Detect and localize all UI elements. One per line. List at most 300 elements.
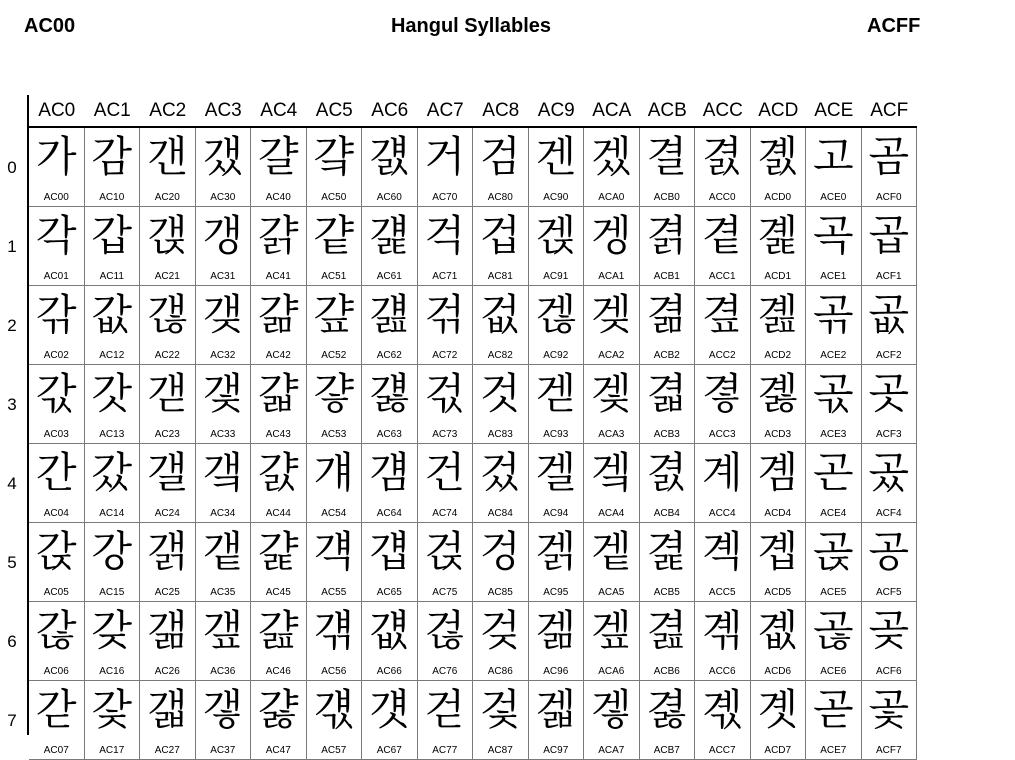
glyph-code-label: ACE0 bbox=[820, 192, 847, 203]
glyph-code-label: AC23 bbox=[154, 429, 180, 440]
glyph-code-label: AC36 bbox=[210, 666, 236, 677]
glyph-cell bbox=[251, 681, 307, 760]
glyph-code-label: AC95 bbox=[543, 587, 569, 598]
glyph-cell bbox=[695, 365, 751, 444]
glyph-cell bbox=[862, 207, 918, 286]
glyph-cell bbox=[640, 286, 696, 365]
column-header-row bbox=[29, 95, 917, 128]
glyph-code-label: AC07 bbox=[43, 745, 69, 756]
glyph-character: 걶 bbox=[424, 606, 466, 655]
glyph-code-label: AC74 bbox=[432, 508, 458, 519]
glyph-code-label: ACC6 bbox=[708, 666, 736, 677]
glyph-character: 걤 bbox=[368, 448, 410, 497]
row-label: 5 bbox=[7, 553, 17, 572]
glyph-character: 것 bbox=[479, 369, 521, 418]
glyph-code-label: ACC5 bbox=[708, 587, 736, 598]
glyph-character: 겱 bbox=[646, 211, 688, 260]
glyph-character: 걷 bbox=[424, 685, 466, 734]
glyph-character: 걄 bbox=[257, 448, 299, 497]
glyph-character: 겓 bbox=[535, 369, 577, 418]
glyph-cell bbox=[362, 444, 418, 523]
glyph-character: 걣 bbox=[368, 369, 410, 418]
glyph-cell bbox=[196, 365, 252, 444]
glyph-character: 겗 bbox=[535, 685, 577, 734]
glyph-cell bbox=[29, 128, 85, 207]
glyph-code-label: ACC4 bbox=[708, 508, 736, 519]
glyph-code-label: AC92 bbox=[543, 350, 569, 361]
glyph-cell bbox=[307, 523, 363, 602]
glyph-character: 곅 bbox=[701, 527, 743, 576]
glyph-cell bbox=[85, 128, 141, 207]
glyph-character: 곗 bbox=[757, 685, 799, 734]
glyph-row bbox=[29, 602, 917, 681]
glyph-character: 갵 bbox=[202, 527, 244, 576]
glyph-character: 건 bbox=[424, 448, 466, 497]
glyph-character: 겇 bbox=[479, 685, 521, 734]
glyph-character: 겡 bbox=[590, 211, 632, 260]
glyph-code-label: AC42 bbox=[265, 350, 291, 361]
glyph-character: 곷 bbox=[868, 685, 910, 734]
glyph-cell bbox=[751, 128, 807, 207]
glyph-character: 곁 bbox=[701, 211, 743, 260]
glyph-character: 거 bbox=[424, 132, 466, 181]
glyph-code-label: AC44 bbox=[265, 508, 291, 519]
glyph-character: 갆 bbox=[35, 606, 77, 655]
glyph-cell bbox=[806, 681, 862, 760]
glyph-code-label: AC34 bbox=[210, 508, 236, 519]
column-header: AC0 bbox=[38, 100, 76, 121]
glyph-code-label: AC22 bbox=[154, 350, 180, 361]
glyph-code-label: AC33 bbox=[210, 429, 236, 440]
glyph-character: 갦 bbox=[146, 606, 188, 655]
glyph-code-label: AC57 bbox=[321, 745, 347, 756]
glyph-character: 곒 bbox=[757, 290, 799, 339]
glyph-cell bbox=[806, 602, 862, 681]
glyph-code-label: AC31 bbox=[210, 271, 236, 282]
column-header: ACE bbox=[814, 100, 854, 121]
glyph-cell bbox=[140, 602, 196, 681]
glyph-cell bbox=[307, 286, 363, 365]
glyph-cell bbox=[307, 365, 363, 444]
glyph-cell bbox=[473, 365, 529, 444]
glyph-cell bbox=[418, 444, 474, 523]
glyph-cell bbox=[473, 286, 529, 365]
glyph-cell bbox=[307, 128, 363, 207]
glyph-character: 곕 bbox=[757, 527, 799, 576]
glyph-code-label: AC77 bbox=[432, 745, 458, 756]
glyph-code-label: ACE4 bbox=[820, 508, 847, 519]
glyph-cell bbox=[85, 523, 141, 602]
glyph-character: 가 bbox=[35, 132, 77, 181]
glyph-character: 값 bbox=[91, 290, 133, 339]
glyph-code-label: AC76 bbox=[432, 666, 458, 677]
glyph-code-label: ACF5 bbox=[875, 587, 902, 598]
glyph-cell bbox=[140, 286, 196, 365]
glyph-row bbox=[29, 523, 917, 602]
glyph-cell bbox=[529, 365, 585, 444]
code-chart-grid bbox=[27, 95, 917, 756]
row-label: 0 bbox=[7, 158, 17, 177]
glyph-character: 강 bbox=[91, 527, 133, 576]
glyph-code-label: ACA4 bbox=[598, 508, 625, 519]
glyph-cell bbox=[362, 128, 418, 207]
glyph-cell bbox=[196, 444, 252, 523]
glyph-code-label: AC16 bbox=[99, 666, 125, 677]
glyph-character: 곖 bbox=[757, 606, 799, 655]
glyph-character: 갳 bbox=[202, 369, 244, 418]
glyph-character: 겤 bbox=[590, 448, 632, 497]
glyph-character: 갗 bbox=[91, 685, 133, 734]
glyph-character: 갶 bbox=[202, 606, 244, 655]
glyph-character: 갣 bbox=[146, 369, 188, 418]
glyph-cell bbox=[29, 444, 85, 523]
glyph-code-label: AC97 bbox=[543, 745, 569, 756]
glyph-cell bbox=[307, 602, 363, 681]
glyph-cell bbox=[85, 207, 141, 286]
glyph-row bbox=[29, 365, 917, 444]
glyph-cell bbox=[196, 128, 252, 207]
glyph-cell bbox=[473, 602, 529, 681]
glyph-character: 겅 bbox=[479, 527, 521, 576]
glyph-code-label: ACE3 bbox=[820, 429, 847, 440]
glyph-code-label: ACA0 bbox=[598, 192, 625, 203]
glyph-character: 걦 bbox=[368, 606, 410, 655]
glyph-row bbox=[29, 444, 917, 523]
glyph-character: 겁 bbox=[479, 211, 521, 260]
glyph-cell bbox=[751, 286, 807, 365]
glyph-code-label: ACA7 bbox=[598, 745, 625, 756]
glyph-character: 걢 bbox=[368, 290, 410, 339]
glyph-code-label: ACF1 bbox=[875, 271, 902, 282]
glyph-cell bbox=[584, 444, 640, 523]
glyph-character: 갃 bbox=[35, 369, 77, 418]
glyph-cell bbox=[751, 602, 807, 681]
glyph-cell bbox=[251, 365, 307, 444]
glyph-cell bbox=[751, 365, 807, 444]
column-header: AC8 bbox=[482, 100, 520, 121]
glyph-code-label: ACD1 bbox=[764, 271, 792, 282]
glyph-code-label: AC85 bbox=[487, 587, 513, 598]
glyph-character: 겠 bbox=[590, 132, 632, 181]
glyph-character: 걳 bbox=[424, 369, 466, 418]
glyph-character: 걒 bbox=[313, 290, 355, 339]
glyph-character: 갖 bbox=[91, 606, 133, 655]
glyph-cell bbox=[862, 128, 918, 207]
glyph-cell bbox=[751, 207, 807, 286]
glyph-code-label: AC00 bbox=[43, 192, 69, 203]
glyph-character: 곥 bbox=[812, 527, 854, 576]
row-label: 4 bbox=[7, 474, 17, 493]
glyph-character: 걕 bbox=[313, 527, 355, 576]
glyph-cell bbox=[640, 523, 696, 602]
glyph-code-label: AC64 bbox=[376, 508, 402, 519]
glyph-cell bbox=[640, 602, 696, 681]
glyph-code-label: AC46 bbox=[265, 666, 291, 677]
column-header: AC1 bbox=[93, 100, 131, 121]
glyph-cell bbox=[584, 365, 640, 444]
glyph-code-label: AC83 bbox=[487, 429, 513, 440]
glyph-code-label: AC80 bbox=[487, 192, 513, 203]
glyph-cell bbox=[251, 523, 307, 602]
glyph-cell bbox=[362, 523, 418, 602]
glyph-character: 걐 bbox=[313, 132, 355, 181]
glyph-code-label: AC12 bbox=[99, 350, 125, 361]
glyph-character: 감 bbox=[91, 132, 133, 181]
glyph-code-label: AC87 bbox=[487, 745, 513, 756]
glyph-cell bbox=[251, 128, 307, 207]
glyph-cell bbox=[529, 207, 585, 286]
glyph-code-label: AC02 bbox=[43, 350, 69, 361]
glyph-character: 곔 bbox=[757, 448, 799, 497]
glyph-cell bbox=[584, 681, 640, 760]
glyph-code-label: ACE7 bbox=[820, 745, 847, 756]
column-header: ACF bbox=[870, 100, 909, 121]
column-header: AC6 bbox=[371, 100, 409, 121]
glyph-code-label: ACB4 bbox=[653, 508, 680, 519]
glyph-code-label: ACE5 bbox=[820, 587, 847, 598]
glyph-cell bbox=[584, 207, 640, 286]
glyph-code-label: ACA3 bbox=[598, 429, 625, 440]
glyph-cell bbox=[640, 128, 696, 207]
glyph-character: 걀 bbox=[257, 132, 299, 181]
column-header: AC9 bbox=[537, 100, 575, 121]
glyph-code-label: ACC3 bbox=[708, 429, 736, 440]
glyph-code-label: AC54 bbox=[321, 508, 347, 519]
column-header: ACA bbox=[592, 100, 632, 121]
glyph-code-label: AC20 bbox=[154, 192, 180, 203]
glyph-character: 갲 bbox=[202, 290, 244, 339]
glyph-character: 갱 bbox=[202, 211, 244, 260]
glyph-code-label: ACC2 bbox=[708, 350, 736, 361]
glyph-code-label: ACF0 bbox=[875, 192, 902, 203]
glyph-cell bbox=[584, 602, 640, 681]
glyph-character: 고 bbox=[812, 132, 854, 181]
glyph-cell bbox=[362, 365, 418, 444]
glyph-cell bbox=[140, 207, 196, 286]
glyph-code-label: AC41 bbox=[265, 271, 291, 282]
row-label: 1 bbox=[7, 237, 17, 256]
glyph-code-label: AC47 bbox=[265, 745, 291, 756]
glyph-code-label: AC50 bbox=[321, 192, 347, 203]
column-header: ACD bbox=[758, 100, 799, 121]
glyph-code-label: ACF3 bbox=[875, 429, 902, 440]
glyph-character: 걆 bbox=[257, 606, 299, 655]
glyph-code-label: AC43 bbox=[265, 429, 291, 440]
glyph-code-label: AC06 bbox=[43, 666, 69, 677]
row-label: 3 bbox=[7, 395, 17, 414]
glyph-code-label: AC73 bbox=[432, 429, 458, 440]
glyph-code-label: AC03 bbox=[43, 429, 69, 440]
glyph-character: 겳 bbox=[646, 369, 688, 418]
glyph-code-label: AC05 bbox=[43, 587, 69, 598]
glyph-character: 곤 bbox=[812, 448, 854, 497]
glyph-cell bbox=[140, 523, 196, 602]
glyph-code-label: AC32 bbox=[210, 350, 236, 361]
glyph-character: 검 bbox=[479, 132, 521, 181]
glyph-code-label: ACD5 bbox=[764, 587, 792, 598]
glyph-code-label: AC10 bbox=[99, 192, 125, 203]
glyph-cell bbox=[85, 365, 141, 444]
glyph-code-label: AC14 bbox=[99, 508, 125, 519]
glyph-cell bbox=[584, 286, 640, 365]
glyph-character: 갠 bbox=[146, 132, 188, 181]
glyph-code-label: ACE6 bbox=[820, 666, 847, 677]
column-header: AC5 bbox=[315, 100, 353, 121]
glyph-character: 곂 bbox=[701, 290, 743, 339]
glyph-character: 갇 bbox=[35, 685, 77, 734]
glyph-cell bbox=[29, 523, 85, 602]
glyph-cell bbox=[862, 681, 918, 760]
glyph-character: 걅 bbox=[257, 527, 299, 576]
glyph-cell bbox=[862, 444, 918, 523]
glyph-character: 겴 bbox=[701, 132, 743, 181]
glyph-cell bbox=[529, 602, 585, 681]
glyph-cell bbox=[29, 207, 85, 286]
column-header: AC2 bbox=[149, 100, 187, 121]
glyph-character: 겥 bbox=[590, 527, 632, 576]
glyph-character: 겂 bbox=[479, 290, 521, 339]
glyph-character: 걡 bbox=[368, 211, 410, 260]
glyph-cell bbox=[362, 207, 418, 286]
glyph-code-label: AC67 bbox=[376, 745, 402, 756]
glyph-character: 갅 bbox=[35, 527, 77, 576]
glyph-code-label: AC17 bbox=[99, 745, 125, 756]
glyph-code-label: AC84 bbox=[487, 508, 513, 519]
glyph-character: 갤 bbox=[146, 448, 188, 497]
glyph-cell bbox=[862, 523, 918, 602]
glyph-code-label: AC86 bbox=[487, 666, 513, 677]
glyph-character: 곃 bbox=[701, 369, 743, 418]
glyph-character: 걲 bbox=[424, 290, 466, 339]
glyph-code-label: ACB6 bbox=[653, 666, 680, 677]
glyph-code-label: AC72 bbox=[432, 350, 458, 361]
glyph-cell bbox=[529, 523, 585, 602]
glyph-cell bbox=[29, 681, 85, 760]
glyph-character: 간 bbox=[35, 448, 77, 497]
glyph-code-label: AC56 bbox=[321, 666, 347, 677]
glyph-code-label: AC52 bbox=[321, 350, 347, 361]
row-label: 6 bbox=[7, 632, 17, 651]
glyph-code-label: AC61 bbox=[376, 271, 402, 282]
glyph-character: 곓 bbox=[757, 369, 799, 418]
glyph-cell bbox=[85, 286, 141, 365]
glyph-cell bbox=[695, 207, 751, 286]
glyph-character: 갡 bbox=[146, 211, 188, 260]
glyph-cell bbox=[29, 365, 85, 444]
glyph-cell bbox=[85, 444, 141, 523]
glyph-code-label: AC04 bbox=[43, 508, 69, 519]
column-header: AC7 bbox=[426, 100, 464, 121]
glyph-cell bbox=[196, 681, 252, 760]
column-header: AC3 bbox=[204, 100, 242, 121]
glyph-code-label: AC96 bbox=[543, 666, 569, 677]
glyph-character: 결 bbox=[646, 132, 688, 181]
glyph-character: 곑 bbox=[757, 211, 799, 260]
glyph-cell bbox=[362, 602, 418, 681]
glyph-cell bbox=[251, 602, 307, 681]
glyph-cell bbox=[529, 681, 585, 760]
glyph-cell bbox=[529, 128, 585, 207]
glyph-character: 걱 bbox=[424, 211, 466, 260]
glyph-code-label: ACC1 bbox=[708, 271, 736, 282]
glyph-code-label: ACF6 bbox=[875, 666, 902, 677]
glyph-character: 곡 bbox=[812, 211, 854, 260]
glyph-code-label: ACF4 bbox=[875, 508, 902, 519]
glyph-character: 걵 bbox=[424, 527, 466, 576]
glyph-cell bbox=[862, 602, 918, 681]
glyph-character: 곐 bbox=[757, 132, 799, 181]
glyph-cell bbox=[695, 602, 751, 681]
glyph-cell bbox=[806, 444, 862, 523]
glyph-code-label: ACC0 bbox=[708, 192, 736, 203]
glyph-code-label: AC82 bbox=[487, 350, 513, 361]
glyph-code-label: ACD0 bbox=[764, 192, 792, 203]
glyph-cell bbox=[584, 128, 640, 207]
glyph-code-label: AC30 bbox=[210, 192, 236, 203]
glyph-character: 각 bbox=[35, 211, 77, 260]
glyph-character: 겵 bbox=[646, 527, 688, 576]
glyph-cell bbox=[473, 444, 529, 523]
glyph-code-label: AC65 bbox=[376, 587, 402, 598]
glyph-code-label: AC45 bbox=[265, 587, 291, 598]
glyph-cell bbox=[806, 128, 862, 207]
glyph-character: 계 bbox=[701, 448, 743, 497]
glyph-character: 공 bbox=[868, 527, 910, 576]
page-title: Hangul Syllables bbox=[390, 15, 552, 37]
glyph-code-label: AC75 bbox=[432, 587, 458, 598]
glyph-code-label: ACD4 bbox=[764, 508, 792, 519]
glyph-character: 곣 bbox=[812, 369, 854, 418]
glyph-cell bbox=[751, 523, 807, 602]
glyph-character: 겲 bbox=[646, 290, 688, 339]
glyph-cell bbox=[529, 286, 585, 365]
glyph-code-label: ACA5 bbox=[598, 587, 625, 598]
glyph-cell bbox=[418, 286, 474, 365]
glyph-row bbox=[29, 681, 917, 760]
glyph-character: 갓 bbox=[91, 369, 133, 418]
glyph-character: 곳 bbox=[868, 369, 910, 418]
glyph-character: 걖 bbox=[313, 606, 355, 655]
glyph-cell bbox=[806, 286, 862, 365]
glyph-cell bbox=[695, 444, 751, 523]
glyph-cell bbox=[196, 602, 252, 681]
glyph-code-label: ACA1 bbox=[598, 271, 625, 282]
glyph-code-label: AC81 bbox=[487, 271, 513, 282]
glyph-code-label: AC51 bbox=[321, 271, 347, 282]
glyph-code-label: ACD2 bbox=[764, 350, 792, 361]
glyph-code-label: AC66 bbox=[376, 666, 402, 677]
glyph-character: 겧 bbox=[590, 685, 632, 734]
glyph-character: 겶 bbox=[646, 606, 688, 655]
glyph-cell bbox=[862, 365, 918, 444]
glyph-cell bbox=[640, 681, 696, 760]
glyph-cell bbox=[640, 365, 696, 444]
glyph-code-label: ACC7 bbox=[708, 745, 736, 756]
glyph-character: 갑 bbox=[91, 211, 133, 260]
glyph-character: 겆 bbox=[479, 606, 521, 655]
glyph-cell bbox=[196, 523, 252, 602]
glyph-code-label: ACB1 bbox=[653, 271, 680, 282]
glyph-cell bbox=[862, 286, 918, 365]
range-start-code: AC00 bbox=[24, 15, 76, 37]
glyph-code-label: ACE2 bbox=[820, 350, 847, 361]
glyph-code-label: AC53 bbox=[321, 429, 347, 440]
glyph-cell bbox=[418, 128, 474, 207]
glyph-cell bbox=[251, 444, 307, 523]
glyph-cell bbox=[695, 681, 751, 760]
glyph-code-label: ACA2 bbox=[598, 350, 625, 361]
glyph-code-label: ACB7 bbox=[653, 745, 680, 756]
